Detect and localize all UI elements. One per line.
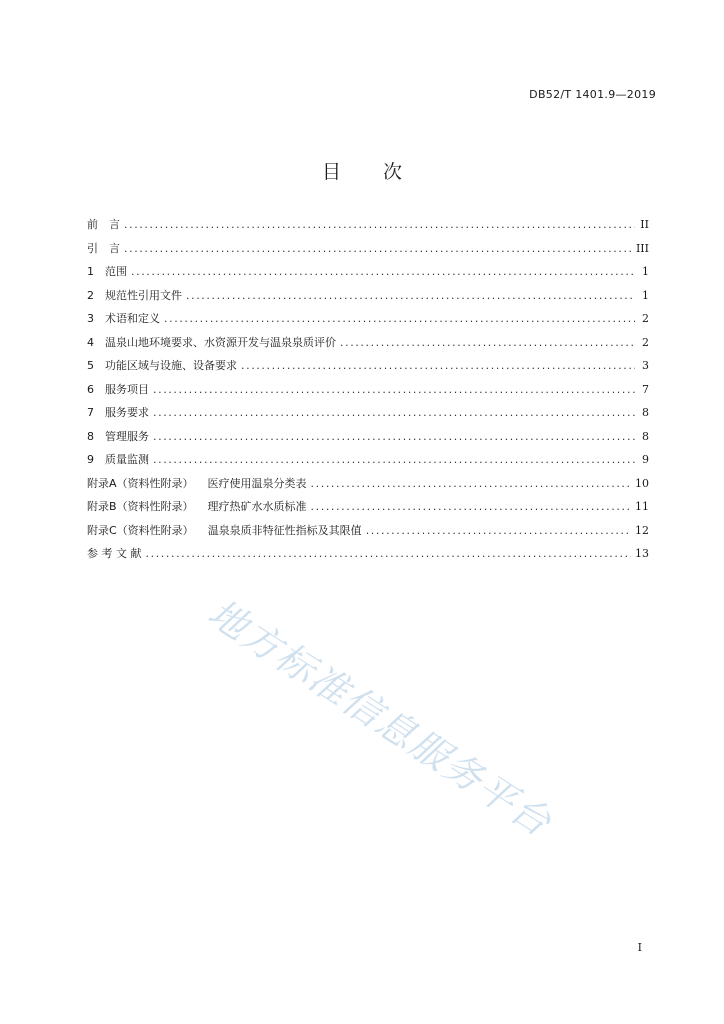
toc-entry-subtitle: 温泉泉质非特征性指标及其限值 bbox=[207, 523, 362, 537]
toc-entry[interactable] bbox=[87, 404, 649, 428]
toc-dot-leader bbox=[340, 336, 635, 349]
toc-entry-page: 1 bbox=[642, 265, 649, 278]
toc-entry-number: 3 bbox=[87, 312, 94, 325]
toc-entry-page: 1 bbox=[642, 288, 649, 302]
toc-entry[interactable] bbox=[87, 451, 649, 475]
toc-entry[interactable] bbox=[87, 522, 649, 546]
toc-dot-leader bbox=[153, 430, 635, 443]
toc-entry-number: 6 bbox=[87, 382, 94, 396]
toc-dot-leader bbox=[153, 453, 635, 466]
toc-dot-leader bbox=[153, 406, 635, 419]
toc-entry-page: 10 bbox=[635, 476, 649, 490]
toc-entry[interactable] bbox=[87, 287, 649, 311]
toc-entry-label: 前 言 bbox=[87, 218, 120, 231]
toc-entry-label: 规范性引用文件 bbox=[105, 288, 182, 302]
toc-entry-page: 9 bbox=[642, 453, 649, 466]
toc-entry-subtitle: 理疗热矿水水质标准 bbox=[207, 500, 307, 513]
toc-entry[interactable] bbox=[87, 216, 649, 240]
toc-entry-page: 3 bbox=[642, 359, 649, 372]
toc-entry-number: 5 bbox=[87, 359, 94, 372]
toc-entry-label: 管理服务 bbox=[105, 429, 149, 443]
toc-entry-subtitle: 医疗使用温泉分类表 bbox=[207, 476, 307, 490]
toc-entry[interactable] bbox=[87, 475, 649, 499]
toc-entry-label: 质量监测 bbox=[105, 453, 149, 466]
toc-entry-label: 附录C（资料性附录） bbox=[87, 523, 194, 537]
toc-entry-label: 范围 bbox=[105, 265, 127, 278]
toc-dot-leader bbox=[131, 265, 635, 278]
toc-entry-label: 附录B（资料性附录） bbox=[87, 500, 194, 513]
toc-entry-number: 2 bbox=[87, 288, 94, 302]
toc-entry-label: 温泉山地环境要求、水资源开发与温泉泉质评价 bbox=[105, 335, 336, 349]
toc-entry[interactable] bbox=[87, 310, 649, 334]
toc-dot-leader bbox=[164, 312, 635, 325]
page-number: I bbox=[637, 941, 642, 954]
toc-entry-page: 7 bbox=[642, 382, 649, 396]
page-title: 目 次 bbox=[321, 161, 403, 183]
toc-entry-number: 9 bbox=[87, 453, 94, 466]
toc-entry-page: 11 bbox=[635, 500, 649, 513]
toc-entry-page: 12 bbox=[635, 523, 649, 537]
toc-entry-page: III bbox=[635, 241, 649, 255]
toc-dot-leader bbox=[124, 218, 635, 231]
toc-entry[interactable] bbox=[87, 263, 649, 287]
toc-entry-label: 功能区域与设施、设备要求 bbox=[105, 359, 237, 372]
toc-entry-number: 4 bbox=[87, 335, 94, 349]
toc-entry[interactable] bbox=[87, 498, 649, 522]
toc-dot-leader bbox=[311, 500, 631, 513]
toc-dot-leader bbox=[186, 289, 635, 302]
watermark: 地方标准信息服务平台 bbox=[200, 590, 560, 846]
toc-dot-leader bbox=[311, 477, 631, 490]
toc-entry-page: 8 bbox=[642, 429, 649, 443]
toc-entry[interactable] bbox=[87, 381, 649, 405]
toc-entry-label: 附录A（资料性附录） bbox=[87, 476, 194, 490]
toc-entry[interactable] bbox=[87, 545, 649, 569]
toc-entry-page: 13 bbox=[635, 547, 649, 560]
toc-dot-leader bbox=[146, 547, 632, 560]
toc-entry-number: 7 bbox=[87, 406, 94, 419]
toc-dot-leader bbox=[153, 383, 635, 396]
toc-entry-label: 服务项目 bbox=[105, 382, 149, 396]
standard-number: DB52/T 1401.9—2019 bbox=[529, 88, 656, 101]
toc-entry-number: 8 bbox=[87, 429, 94, 443]
toc-entry-label: 术语和定义 bbox=[105, 312, 160, 325]
toc-entry-page: II bbox=[640, 218, 649, 231]
toc-entry-label: 引 言 bbox=[87, 241, 120, 255]
toc-dot-leader bbox=[366, 524, 631, 537]
toc-entry-page: 2 bbox=[642, 312, 649, 325]
toc-entry[interactable] bbox=[87, 357, 649, 381]
toc-dot-leader bbox=[124, 242, 632, 255]
toc-entry-number: 1 bbox=[87, 265, 94, 278]
toc-entry-label: 服务要求 bbox=[105, 406, 149, 419]
toc-entry-page: 8 bbox=[642, 406, 649, 419]
toc-entry[interactable] bbox=[87, 240, 649, 264]
toc-entry[interactable] bbox=[87, 334, 649, 358]
toc-entry-label: 参 考 文 献 bbox=[87, 547, 142, 560]
toc-entry[interactable] bbox=[87, 428, 649, 452]
toc-entry-page: 2 bbox=[642, 335, 649, 349]
toc-dot-leader bbox=[241, 359, 635, 372]
table-of-contents bbox=[87, 216, 649, 569]
